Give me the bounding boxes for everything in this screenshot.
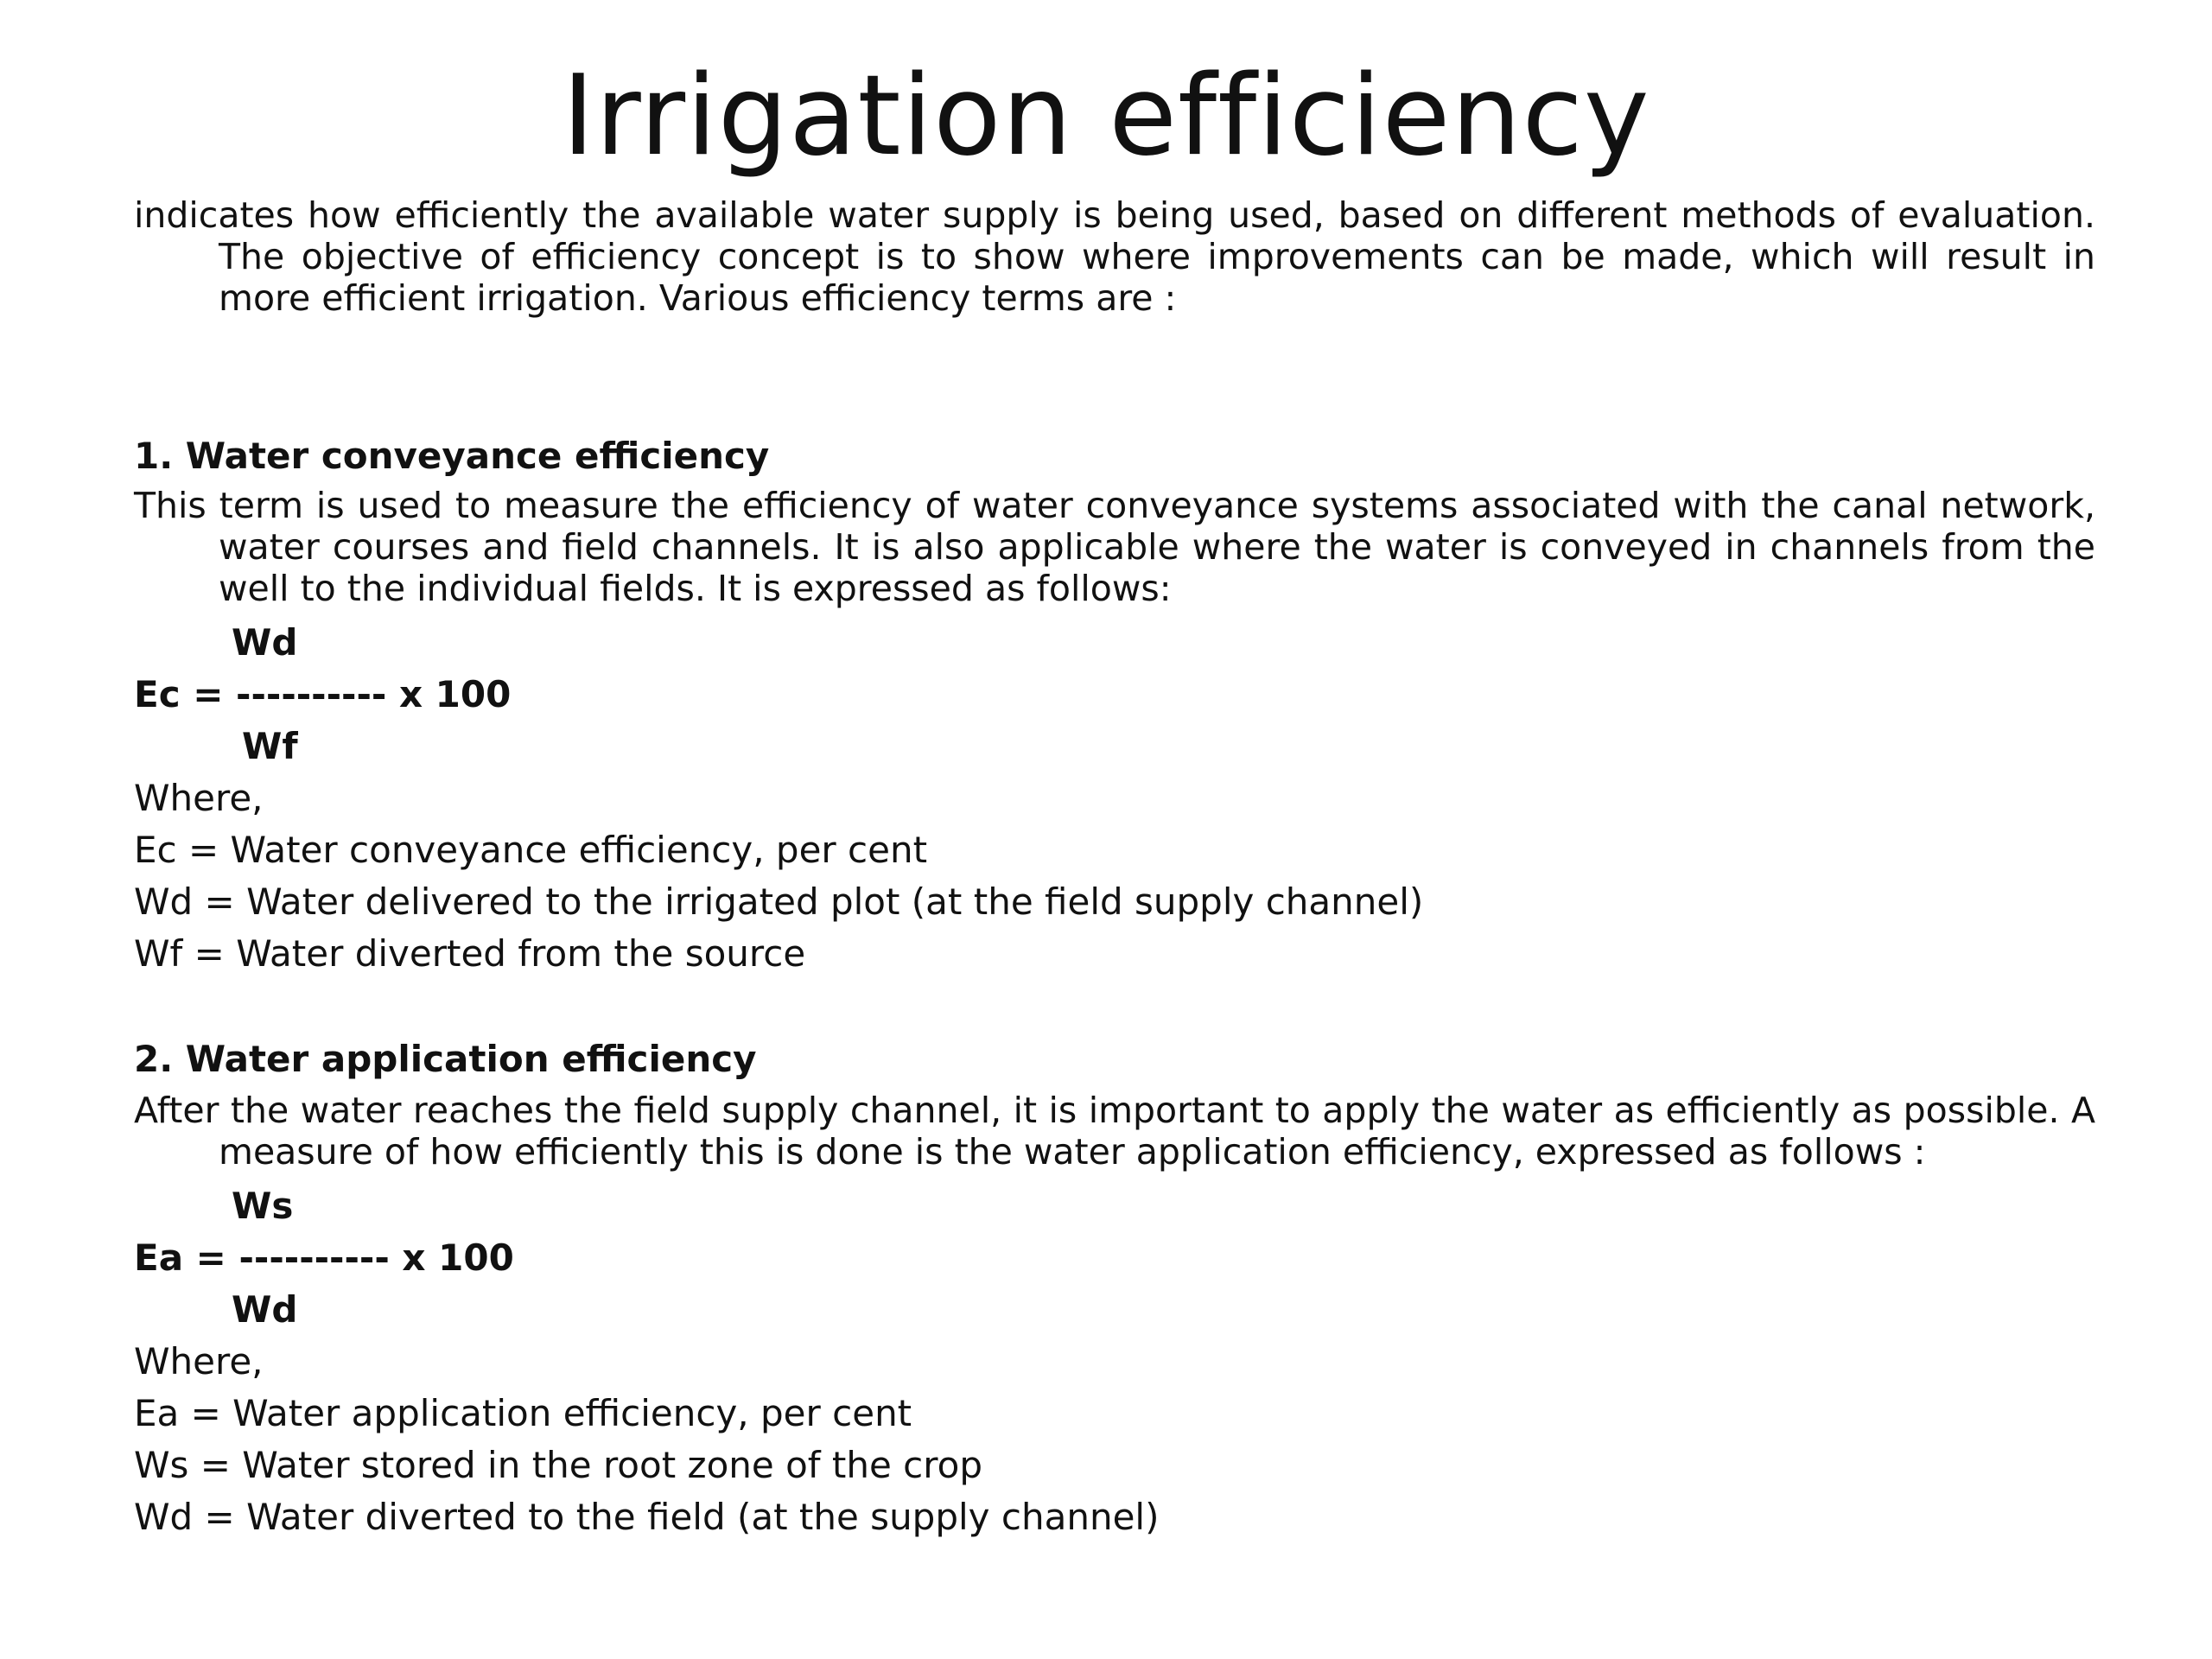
section-1-description: This term is used to measure the efficiency of water conveyance systems associated with the canal network, water courses and field channels. It is also applicable where the water is conveyed in channels from the well to the individual fields. It is expressed as follows: xyxy=(134,485,2095,609)
section-2-definition: Ea = Water application efficiency, per cent xyxy=(134,1392,912,1434)
section-2-definition: Wd = Water diverted to the field (at the supply channel) xyxy=(134,1496,1160,1538)
section-1-definition: Wf = Water diverted from the source xyxy=(134,932,806,975)
section-2-where-label: Where, xyxy=(134,1340,264,1382)
section-2-formula-denominator: Wd xyxy=(232,1288,298,1331)
section-1-definition: Ec = Water conveyance efficiency, per cent xyxy=(134,829,928,871)
section-2-description: After the water reaches the field supply channel, it is important to apply the water as efficiently as possible. A measure of how efficiently this is done is the water application efficiency, expressed as follows : xyxy=(134,1090,2095,1173)
section-1-formula-denominator: Wf xyxy=(242,725,298,767)
section-1-definition: Wd = Water delivered to the irrigated plot (at the field supply channel) xyxy=(134,880,1424,923)
section-2-definition: Ws = Water stored in the root zone of the crop xyxy=(134,1444,982,1486)
slide-title: Irrigation efficiency xyxy=(562,52,1650,181)
section-1-formula-numerator: Wd xyxy=(232,621,298,664)
section-2-formula-line: Ea = ---------- x 100 xyxy=(134,1236,514,1279)
intro-paragraph: indicates how efficiently the available water supply is being used, based on different methods of evaluation. The objective of efficiency concept is to show where improvements can be made, which will result in more efficient irrigation. Various efficiency terms are : xyxy=(134,194,2095,319)
section-2-formula-numerator: Ws xyxy=(232,1185,294,1227)
section-1-where-label: Where, xyxy=(134,777,264,819)
section-1-heading: 1. Water conveyance efficiency xyxy=(134,435,770,477)
section-1-formula-line: Ec = ---------- x 100 xyxy=(134,673,512,715)
section-2-heading: 2. Water application efficiency xyxy=(134,1038,757,1080)
